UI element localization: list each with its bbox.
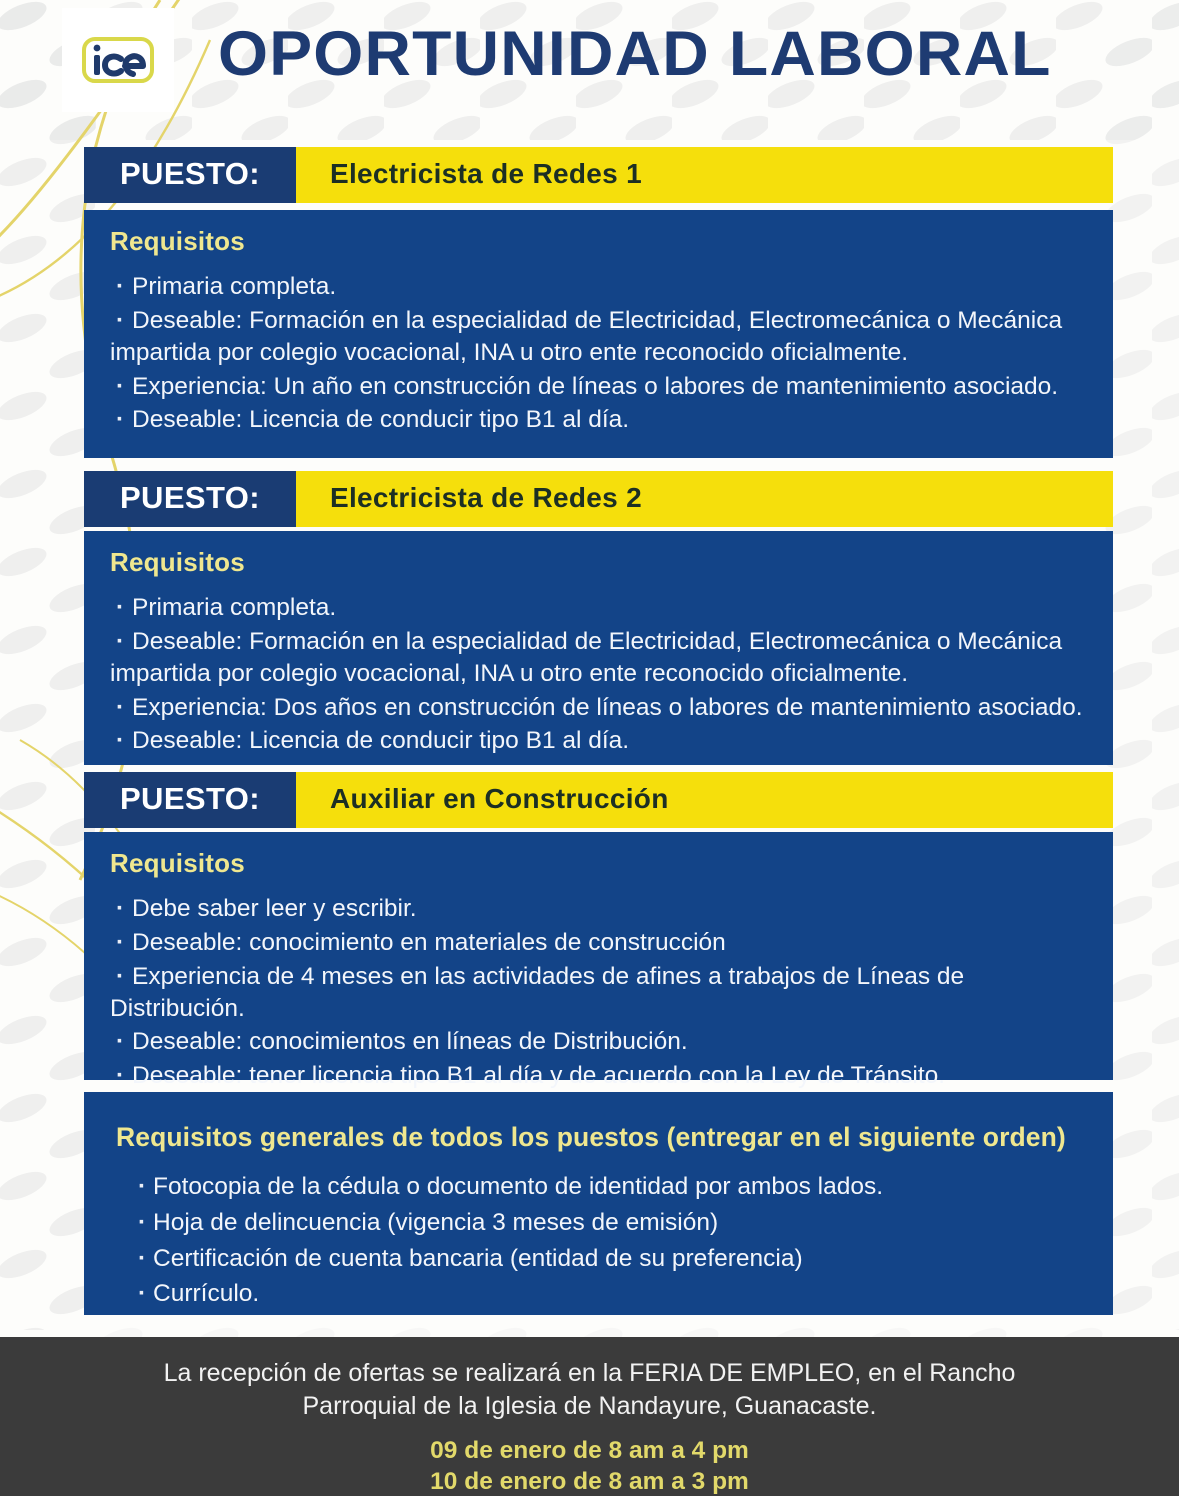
requirement-item: · Experiencia de 4 meses en las actividades de afines a trabajos de Líneas de Distribución. xyxy=(110,961,1087,1025)
footer-location-line-1: La recepción de ofertas se realizará en la FERIA DE EMPLEO, en el Rancho xyxy=(163,1359,1016,1387)
footer-date-item: 10 de enero de 8 am a 3 pm xyxy=(430,1468,749,1496)
requirement-item: · Deseable: Formación en la especialidad de Electricidad, Electromecánica o Mecánica impartida por colegio vocacional, INA u otro ente reconocido oficialmente. xyxy=(110,626,1087,690)
requirement-item: · Deseable: conocimiento en materiales de construcción xyxy=(110,927,1087,959)
puesto-title: Auxiliar en Construcción xyxy=(296,772,1113,828)
requirement-item: · Deseable: Licencia de conducir tipo B1 al día. xyxy=(110,725,1087,757)
poster-footer xyxy=(0,1337,1179,1496)
requirements-panel xyxy=(84,832,1113,1090)
puesto-title: Electricista de Redes 2 xyxy=(296,471,1113,527)
footer-dates xyxy=(0,1435,1179,1496)
requirements-heading: Requisitos xyxy=(110,848,245,878)
general-requirements-heading: Requisitos generales de todos los puestos (entregar en el siguiente orden) xyxy=(116,1122,1066,1152)
requirements-heading: Requisitos xyxy=(110,547,245,577)
requirement-item: · Primaria completa. xyxy=(110,271,1087,303)
ice-logo-icon xyxy=(81,35,155,85)
puesto-title: Electricista de Redes 1 xyxy=(296,147,1113,203)
requirement-item: · Deseable: Licencia de conducir tipo B1 al día. xyxy=(110,404,1087,436)
puesto-header-row xyxy=(84,772,1113,828)
footer-location-line-2: Parroquial de la Iglesia de Nandayure, Guanacaste. xyxy=(302,1391,877,1420)
ice-logo xyxy=(62,8,174,112)
general-requirement-item: · Hoja de delincuencia (vigencia 3 meses de emisión) xyxy=(138,1207,1085,1240)
puesto-label: PUESTO: xyxy=(84,147,296,203)
requirements-panel xyxy=(84,531,1113,765)
requirement-item: · Deseable: tener licencia tipo B1 al día y de acuerdo con la Ley de Tránsito. xyxy=(110,1060,1087,1092)
requirements-heading: Requisitos xyxy=(110,226,245,256)
page-title: OPORTUNIDAD LABORAL xyxy=(218,19,1052,89)
requirement-item: · Experiencia: Un año en construcción de líneas o labores de mantenimiento asociado. xyxy=(110,371,1087,403)
footer-date-item: 09 de enero de 8 am a 4 pm xyxy=(430,1437,749,1464)
general-requirements-panel xyxy=(84,1092,1113,1315)
requirement-item: · Primaria completa. xyxy=(110,592,1087,624)
requirements-list xyxy=(110,271,1087,436)
requirement-item: · Experiencia: Dos años en construcción de líneas o labores de mantenimiento asociado. xyxy=(110,692,1087,724)
requirements-list xyxy=(110,592,1087,757)
requirements-panel xyxy=(84,210,1113,458)
puesto-header-row xyxy=(84,471,1113,527)
general-requirement-item: · Certificación de cuenta bancaria (entidad de su preferencia) xyxy=(138,1243,1085,1276)
general-requirement-item: · Fotocopia de la cédula o documento de identidad por ambos lados. xyxy=(138,1171,1085,1204)
requirement-item: · Debe saber leer y escribir. xyxy=(110,893,1087,925)
requirement-item: · Deseable: Formación en la especialidad de Electricidad, Electromecánica o Mecánica impartida por colegio vocacional, INA u otro ente reconocido oficialmente. xyxy=(110,305,1087,369)
puesto-label: PUESTO: xyxy=(84,471,296,527)
puesto-label: PUESTO: xyxy=(84,772,296,828)
general-requirements-list xyxy=(116,1171,1085,1311)
poster-header xyxy=(0,0,1179,132)
general-requirement-item: · Currículo. xyxy=(138,1278,1085,1311)
puesto-header-row xyxy=(84,147,1113,203)
requirements-list xyxy=(110,893,1087,1092)
requirement-item: · Deseable: conocimientos en líneas de Distribución. xyxy=(110,1026,1087,1058)
